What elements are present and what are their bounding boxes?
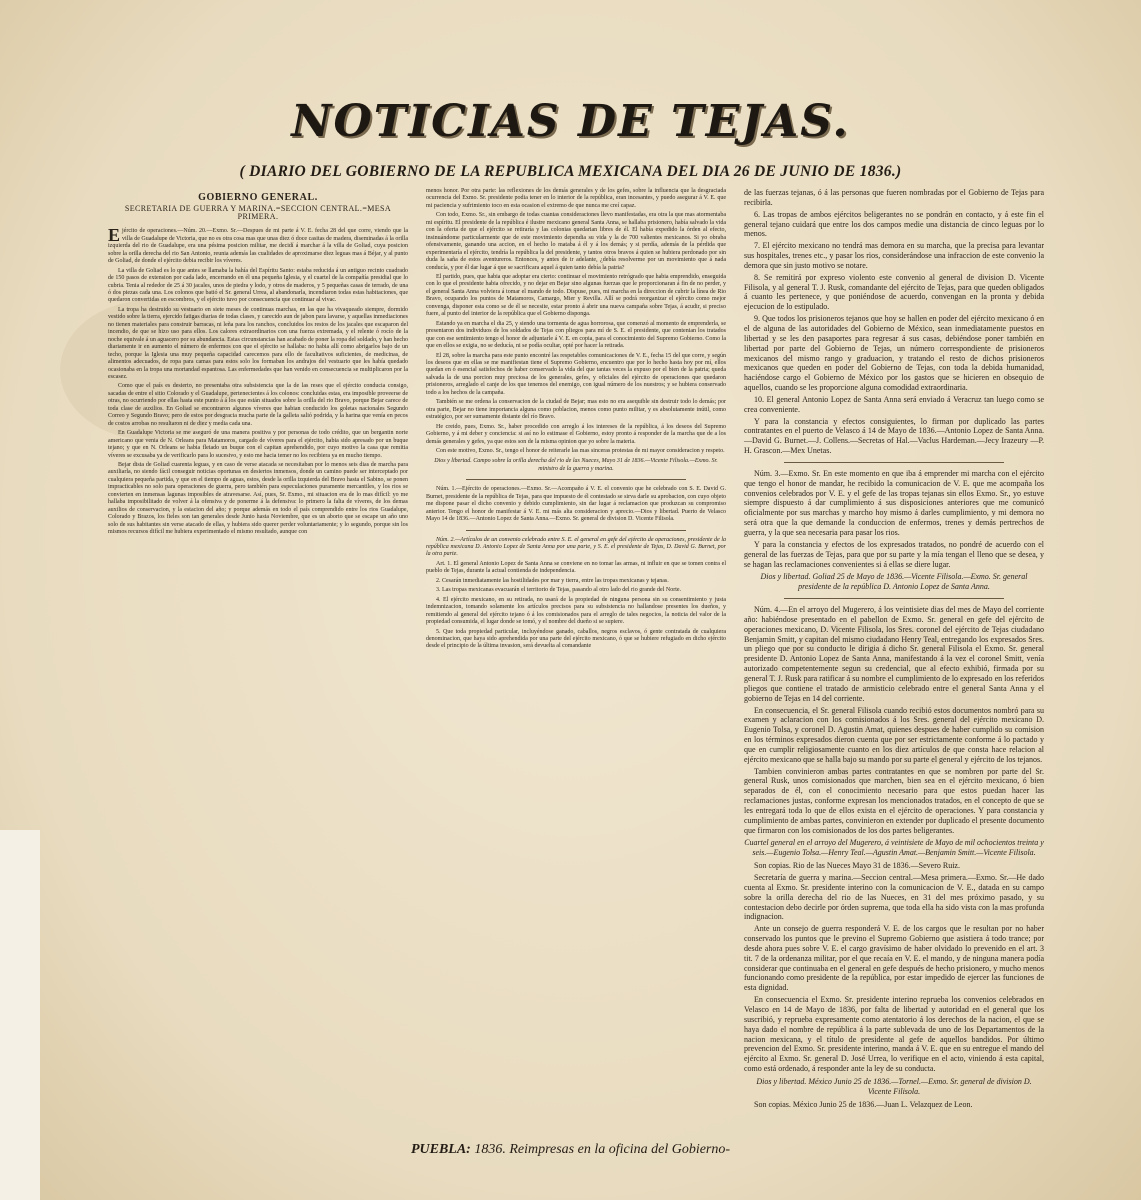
paragraph: He creido, pues, Exmo. Sr., haber procedido con arreglo á los intereses de la república, á los deseos del Supremo Gobierno, y á mi deber y conciencia: si así no lo estimase el Gobierno, estoy pronto á responder de la marcha que de a los demás generales y gefes, ya que estos son de la misma opinion que yo sobre la materia. [426,423,726,445]
paragraph: Bejar dista de Goliad cuarenta leguas, y en caso de verse atacada se necesitaban por lo menos seis dias de marcha para auxiliarla, no siendo fácil conseguir noticias oportunas en desiertos inmensos, donde un camino puede ser interceptado por cualquiera pequeña partida, y que en el tiempo de aguas, estos, desde la orilla izquierda del Bravo hasta el Sabino, se ponen impracticables no solo para operaciones de guerra, pero también para especulaciones puramente mercantiles, y los rios se convierten en inmensas lagunas imposibles de atravesarse. Así, pues, Sr. Exmo., mi situacion era de lo mas difícil: yo me hallaba imposibilitado de volver á la ofensiva y de ponerme á la defensiva: lo primero la falta de víveres, de los demas auxilios de conservacion, y la estacion del año; y porque además en todo el país comprendido entre los rios Guadalupe, Colorado y Brazos, los fieles son tan generales desde Junio hasta Noviembre, que es un aborto que se escape un año uno solo de sus habitantes sin verse atacado de ellas, y hubiera sido querer perder voluntariamente; y lo segundo, porque sin los mismos recursos difícil me hubiera experimentado el mismo resultado, aunque con [108,461,408,536]
paragraph: Como que el país es desierto, no presentaba otra subsistencia que la de las reses que el ejército conducia consigo, sacadas de entre el sitio Colorado y el Guadalupe, pertenecientes á los colonos: concluidas estas, era imposible proveerse de otras, no ocurriendo por ellas hasta este punto á á los que están situados sobre la orilla del rio Bravo, porque Bejar carece de toda clase de auxilios. En Goliad se encontraron algunos víveres que habian conducido los goletas nacionales Segundo Correo y Segundo Bravo; pero de estos por desgracia mucha parte de la galleta salió podrida, y la harina que venía en pecos de costos arrobas no resultaron ni de diez y media cada una. [108,383,408,427]
column-1 [108,188,408,1111]
column-3 [744,188,1044,1111]
column-2 [426,188,726,1111]
paragraph: En Guadalupe Victoria se me aseguró de una manera positiva y por personas de todo crédito, que un bergantin norte americano que venia de N. Orleans para Matamoros, cargado de víveres para el ejército, habia sido apresado por un buque tejano; y que en N. Orleans se habia fletado un buque con el capitan aprehendido, por cuyo motivo la casa que remitia víveres se excusaba ya de verificarlo para lo sucesivo, y esto me hacia temer no los recibiera ya en mucho tiempo. [108,430,408,459]
paragraph: Ante un consejo de guerra responderá V. E. de los cargos que le resultan por no haber conservado los puntos que le previno el Supremo Gobierno que asistiera á todo trance; por desde ahora pues sobre V. E. el cargo gravísimo de haber olvidado lo prevenido en el art. 3 tit. 7 de la ordenanza militar, por el que recaía en V. E. el mando, y de ninguna manera podía considerar que continuaba en el general en gefe después de hecho prisionero, y mucho menos funcionando como presidente de la república, por estar impedido de ejercer las funciones de esta dignidad. [744,924,1044,993]
paragraph: Núm. 3.—Exmo. Sr. En este momento en que iba á emprender mi marcha con el ejército que tengo el honor de mandar, he recibido la comunicacion de V. E. que me acompaña los convenios celebrados por V. E. y el gefe de las tropas tejanas sin ellos Exmo. Sr., yo estuve siempre dispuesto á dar cumplimiento á sus disposiciones anteriores que me comunicó oficialmente por sus marchas y marcho hoy mismo á darles cumplimiento, y mi demora no será otra que la que demande la conduccion de enfermos, trenes y demás pertrechos de guerra, y la que sea necesaria para pasar los rios. [744,468,1044,537]
divider-rule [466,530,686,531]
paragraph: menos honor. Por otra parte: las reflexiones de los demás generales y de los gefes, sobre la influencia que la desgraciada ocurrencia del Exmo. Sr. presidente podia tener en lo interior de la república, eran incesantes, y puedo asegurar á V. E. que mi paciencia y sufrimiento toco en esta ocasion el extremo de que nunca me creí capaz. [426,188,726,209]
section-subheading: SECRETARIA DE GUERRA Y MARINA.=SECCION CENTRAL.=MESA PRIMERA. [124,204,392,221]
paragraph: Con todo, Exmo. Sr., sin embargo de todas cuantas consideraciones llevo manifestadas, era otra la que mas atormentaba mi espíritu. El presidente de la república é ilustre mexicano general Santa Anna, se hallaba prisionero, había salvado la vida con la oferta de que el ejército se retiraría y las colonias quedarian libres de él. El había expedido la órden al efecto, insinuándome particularmente que de este movimiento dependia su vida y la de 700 valientes mexicanos. Si yo obraba ofensivamente, ganando una accion, en el hecho lo mataba á él y á los demás; y si perdía, además de la pérdida que experimentaría el ejército, tendría la república la del presidente, y tantos otros bravos á quien se hubiera perdonado por sin duda la saña de estos aventureros. Entonces, y antes de ir adelante, ¿debía resolverme por un movimiento que á nada conducía, y por él dar lugar á que se sacrificara aquel á quien tanto debía la patria? [426,212,726,271]
newspaper-title: NOTICIAS DE TEJAS. [291,96,850,147]
paragraph: Tambien convinieron ambas partes contratantes en que se nombren por parte del Sr. general Rusk, unos comisionados que marchen, bien sea en el ejército mexicano, ó bien separados de él, con el conocimiento necesario para que estos puedan hacer las reclamaciones justas, conforme expresan los mencionados tratados, en el concepto de que se les entregará toda lo que de ellos exista en el ejército de operaciones. Y para constancia y cumplimiento de ambas partes, convinieron en extender por duplicado el presente documento que firmaron con los comisionados de los dos partes beligerantes. [744,766,1044,835]
imprint-city: PUEBLA: [410,1142,471,1157]
article: 8. Se remitirá por expreso violento este convenio al general de division D. Vicente Filisola, y al general T. J. Rusk, comandante del ejército de Tejas, para que queden obligados á cuanto les pertenece, y que poniéndose de acuerdo, convengan en la pronta y debida ejecucion de lo estipulado. [744,272,1044,312]
paragraph: Y para la constancia y efectos de los expresados tratados, no pondré de acuerdo con el general de las fuerzas de Tejas, para que por su parte y la mía tengan el lleno que se desea, y se hagan las reclamaciones convenientes si á ellas se diere lugar. [744,539,1044,569]
text-columns [108,188,1044,1111]
paragraph: En consecuencia el Exmo. Sr. presidente interino reprueba los convenios celebrados en Velasco en 14 de Mayo de 1836, por falta de libertad y autoridad en el general que los suscribió, y reprueba expresamente como atentatorio á los derechos de la nacion, el que se haya dado el nombre de república á la parte sublevada de uno de los Departamentos de la nacion mexicana, y el título de presidente al gefe de aquellos bandidos. Por último prevencion del Exmo. Sr. presidente interino, manda á V. E. que en su entregue el mando del ejército al Exmo. Sr. general D. José Urrea, lo verifique en el acto, viniendo á esta capital, como está ordenado, á responder ante la ley de su conducta. [744,995,1044,1074]
article: 3. Las tropas mexicanas evacuarán el territorio de Tejas, pasando al otro lado del rio grande del Norte. [436,587,682,594]
signoff: Dios y libertad. México Junio 25 de 1836.—Tornel.—Exmo. Sr. general de division D. Vicente Filisola. [756,1076,1032,1096]
paragraph: de las fuerzas tejanas, ó á las personas que fueren nombradas por el Gobierno de Tejas para recibirla. [744,188,1044,207]
paragraph: Ejército de operaciones.—Núm. 20.—Exmo. Sr.—Despues de mi parte á V. E. fecha 28 del que corre, viendo que la villa de Guadalupe de Victoria, que no es otra cosa mas que unas diez ó doce casitas de madera, diseminadas á la orilla izquierda del rio de Guadalupe, era una pésima posicion militar, me decidí á marchar á la villa de Goliad, cuya posicion sobre la orilla derecha del rio San Antonio, reunia además las cualidades de aproximarse diez leguas mas á Béjar, y al punto de Goliad, de donde el ejército debia recibir los víveres. [108,225,408,265]
article: 7. El ejército mexicano no tendrá mas demora en su marcha, que la precisa para levantar sus hospitales, trenes etc., y pasar los rios, considerándose una infraccion de este convenio la demora que sin justo motivo se notare. [744,241,1044,270]
imprint-text: 1836. Reimpresas en la oficina del Gobierno- [474,1142,731,1157]
article: 4. El ejército mexicano, en su retirada, no usará de la propiedad de ninguna persona sin su consentimiento y justa indemnizacion, tomando solamente los artículos precisos para su subsistencia no hallandose presentes los dueños, y remitiendo al general del ejército tejano ó á los comisionados para el arreglo de tales negocios, la noticia del valor de la propiedad consumida, el lugar donde se tomó, y el nombre del dueño si se supiere. [426,596,726,626]
paragraph: Son copias. Rio de las Nueces Mayo 31 de 1836.—Severo Ruiz. [754,861,960,871]
drop-cap: E [108,225,121,246]
paragraph: La villa de Goliad es lo que antes se llamaba la bahía del Espíritu Santo: estaba reducida á un antiguo recinto cuadrado de 150 pasos de extension por cada lado, encerrando en él una pequeña Iglesia, y el cuartel de la compañía presidial que lo cubria. Tenia al rededor de 25 á 30 jacales, unos de piedra y lodo, y otros de maderos, y 5 pequeñas casas de terrado, de una ó dos piezas cada una. Los colonos que batió el Sr. general Urrea, al abandonarla, incendiaron todas estas habitaciones, que quedaron convertidas en escombros, y el ejército tuvo por consecuencia que continuar al vivac. [108,267,408,304]
paragraph: Estando ya en marcha el dia 25, y siendo una tormenta de agua horrorosa, que comenzó al momento de emprenderla, se presentaron dos individuos de los soldados de Tejas con pliegos para mí de S. E. el presidente, que contenian los tratados que con ese sentimiento tengo el honor de adjuntarle á V. E. en copia, para el conocimiento del Supremo Gobierno. Como la que en ellos se exigia, no se deducía, ni se podía ocultar, opté por hacer la retirada. [426,320,726,350]
newspaper-subtitle: ( DIARIO DEL GOBIERNO DE LA REPUBLICA MEXICANA DEL DIA 26 DE JUNIO DE 1836.) [239,163,902,180]
paragraph: El 28, sobre la marcha para este punto encontré las respetables comunicaciones de V. E., fecha 15 del que corre, y según los deseos que en ellas se me manifiestan tiene el Supremo Gobierno, encuentro que por lo hecho hasta hoy por mí, ellos quedan en ó esencial satisfechos de haber conservado la vida del que tantas veces la expuso por el bien de la patria; queda salvada la de una porcion muy preciosa de los generales, gefes, y oficiales del ejército de operaciones que quedaron prisioneros, arreglado el canje de los que tenemos del enemigo, con igual número de los nuestros; y se hubiera conservado todo a los hechos de la campaña. [426,352,726,396]
masthead [0,96,1141,181]
divider-rule [466,479,686,480]
article: 2. Cesarán inmediatamente las hostilidades por mar y tierra, entre las tropas mexicanas y tejanas. [436,577,669,584]
paragraph: Con este motivo, Exmo. Sr., tengo el honor de reiterarle las mas sinceras protestas de mi mayor consideracion y respeto. [436,447,725,454]
article: Art. 1. El general Antonio Lopez de Santa Anna se conviene en no tomar las armas, ni influir en que se tomen contra el pueblo de Tejas, durante la actual contienda de independencia. [426,560,726,575]
paragraph: Y para la constancia y efectos consiguientes, lo firman por duplicado las partes contratantes en el puerto de Velasco á 14 de Mayo de 1836.—Antonio Lopez de Santa Anna.—David G. Burnet.—J. Collens.—Secretas of Hal.—Vaclus Hardeman.—Jecy Irazeury —P. H. Grascon.—Mex Unetas. [744,416,1044,456]
section-heading: GOBIERNO GENERAL. [198,192,318,203]
imprint-footer [0,1142,1141,1158]
signoff: Dios y libertad. Campo sobre la orilla derecha del rio de las Nueces, Mayo 31 de 1836.—Vicente Filisola.—Exmo. Sr. ministro de la guerra y marina. [434,458,718,472]
article: 6. Las tropas de ambos ejércitos beligerantes no se pondrán en contacto, y á este fin el general tejano cuidará que entre los dos campos medie una distancia de cinco leguas por lo menos. [744,209,1044,239]
paragraph: También se me ordena la conservacion de la ciudad de Bejar; mas esto no era asequible sin destruir todo lo demás; por otra parte, Bejar no tiene importancia alguna como poblacion, menos como punto militar, y es absolutamente inútil, como estratégico, por ser sumamente distante del río Bravo. [426,399,726,421]
signoff: Cuartel general en el arroyo del Mugerero, á veintisiete de Mayo de mil ochocientos treinta y seis.—Eugenio Tolsa.—Henry Teal.—Agustin Amat.—Benjamin Smitt.—Vicente Filisola. [744,838,1044,858]
paragraph: El partido, pues, que habia que adoptar era cierto: continuar el movimiento retrógrado que habia emprendido, enseguida con lo que el presidente habia ofrecido, y no dejar en Bejar sino algunas fuerzas que le proporcionaran á fin de no perder, y el general Santa Anna volviera á tomar el mando de todo. Dispuse, pues, mi marcha en la direccion de cubrir la línea de Rio Bravo, ocupando los puntos de Matamoros, Camargo, Mier y Revilla. Allí se podrá reorganizar el ejército como mejor convenga, disponer esta como se de él se necesite, estar pronto á abrir una nueva campaña sobre Tejas, á acudir, si preciso fuere, al punto del interior de la república que el Gobierno disponga. [426,273,726,318]
paragraph: En consecuencia, el Sr. general Filisola cuando recibió estos documentos nombró para su examen y aclaracion con los comisionados á los Sres. general del ejército mexicano D. Eugenio Tolsa, y coronel D. Agustin Amat, quienes despues de haber cumplido su comision en los términos expresados dieron cuenta que por ser estrictamente conforme á lo pactado y que en cumplir religiosamente cuanto en los diez artículos de que consta hace relacion al ejército mexicano que se halla bajo su mando por su parte el general y ejército de los tejanos. [744,705,1044,764]
paragraph: La tropa ha destruido su vestuario en siete meses de continuas marchas, en las que ha vivaqueado siempre, dormido vestido sobre la tierra, ejercido fatigas diarias de todas clases, y carecido aun de jabon para lavarse, y aquellas inmediaciones no tienen materiales para construir barracas, ni leña para los ranchos, concluidos los restos de los jacales que escaparon del incendio, de que se hizo uso para ellos. Los calores extraordinarios con una fuerza extremada, y el relente ó rocío de la noche equivale á un aguacero por su abundancia. Estas circunstancias han acabado de poner la ropa del soldado, y han hecho diariamente ir en aumento el número de enfermos con que el ejército se hallaba: no habia allí como abrigarlos bajo de un techo, porque la Iglesia una muy pequeña capacidad carecemos para ello de facultativos suficientes, de medicinas, de alimentos adecuados, de ropa para camas para estos solo los formaban los andrajos del vestuario que les había quedado ocasionaba en la tropa una mortandad espantosa. Las enfermedades que han venido en consecuencia se multiplicaron por la escasez. [108,306,408,380]
paragraph: Núm. 4.—En el arroyo del Mugerero, á los veintisiete dias del mes de Mayo del corriente año: habiéndose presentado en el pabellon de Exmo. Sr. general en gefe del ejército de operaciones mexicano, D. Vicente Filisola, los Sres. coronel del ejército de Tejas ciudadano Benjamin Smitt, y capitan del mismo ciudadano Henry Teal, entregando los expresados Sres. un pliego que por su conducto le dirigia á dicho Sr. general Filisola el Exmo. Sr. general presidente D. Antonio Lopez de Santa Anna, manifestando á la vez el coronel Smitt, venía autorizado competentemente segun su credencial, que al efecto exhibió, firmada por su general T. J. Rusk para ratificar á su nombre el cumplimiento de lo expresado en los referidos pliegos que contiene el tratado de armisticio celebrado entre el general Santa Anna y el gobierno de Tejas en 14 del corriente. [744,605,1044,703]
divider-rule [784,598,1004,599]
article: 10. El general Antonio Lopez de Santa Anna será enviado á Veracruz tan luego como se crea conveniente. [744,394,1044,414]
divider-rule [784,462,1004,463]
paragraph: Son copias. México Junio 25 de 1836.—Juan L. Velazquez de Leon. [754,1099,973,1109]
article: 5. Que toda propiedad particular, incluyéndose ganado, caballos, negros esclavos, ó gente contratada de cualquiera denominacion, que haya sido aprehendida por una parte del ejército mexicano, ó que se hubiere refugiado en dicho ejército desde el principio de la última invasion, será devuelta al comandante [426,628,726,650]
paragraph: Núm. 1.—Ejército de operaciones.—Exmo. Sr.—Acompaño á V. E. el convenio que he celebrado con S. E. David G. Burnet, presidente de la república de Tejas, para que impuesto de él contestado se sirva darle su aprobacion, con cuyo objeto me dispone pasar el dicho convenio y debido cumplimiento, sin dar lugar á reclamacion que produzcan su compromiso anterior. Tengo el honor de manifestar á V. E. mi más alta consideracion y aprecio.—Dios y libertad. Puerto de Velasco Mayo 14 de 1836.—Antonio Lopez de Santa Anna.—Exmo. Sr. general de division D. Vicente Filisola. [426,486,726,523]
convention-heading: Núm. 2.—Artículos de un convenio celebrado entre S. E. el general en gefe del ejército de operaciones, presidente de la república mexicana D. Antonio Lopez de Santa Anna por una parte, y S. E. el presidente de Tejas, D. David G. Burnet, por la otra parte. [426,536,726,558]
article: 9. Que todos los prisioneros tejanos que hoy se hallen en poder del ejército mexicano ó en el de alguna de las autoridades del Gobierno de México, sean inmediatamente puestos en libertad y se les den pasaportes para regresar á sus casas, debiéndose poner también en libertad por parte del Gobierno de Tejas, un número correspondiente de prisioneros mexicanos del mismo rango y graduacion, y tratando el resto de dichos prisioneros mexicanos que queden en poder del Gobierno de Tejas, con toda la debida humanidad, haciéndose cargo el Gobierno de México por los gastos que se hicieren en obsequio de aquellos, cuando se les proporcione alguna comodidad extraordinaria. [744,314,1044,393]
paragraph: Secretaría de guerra y marina.—Seccion central.—Mesa primera.—Exmo. Sr.—He dado cuenta al Exmo. Sr. presidente interino con la comunicacion de V. E., datada en su campo sobre la orilla derecha del rio de las Nueces, en 31 del mes próximo pasado, y su contestacion debo decirle por órden suprema, que toda ella ha sido vista con la mas profunda indignacion. [744,873,1044,922]
signoff: Dios y libertad. Goliad 25 de Mayo de 1836.—Vicente Filisola.—Exmo. Sr. general presidente de la república D. Antonio Lopez de Santa Anna. [760,572,1028,592]
